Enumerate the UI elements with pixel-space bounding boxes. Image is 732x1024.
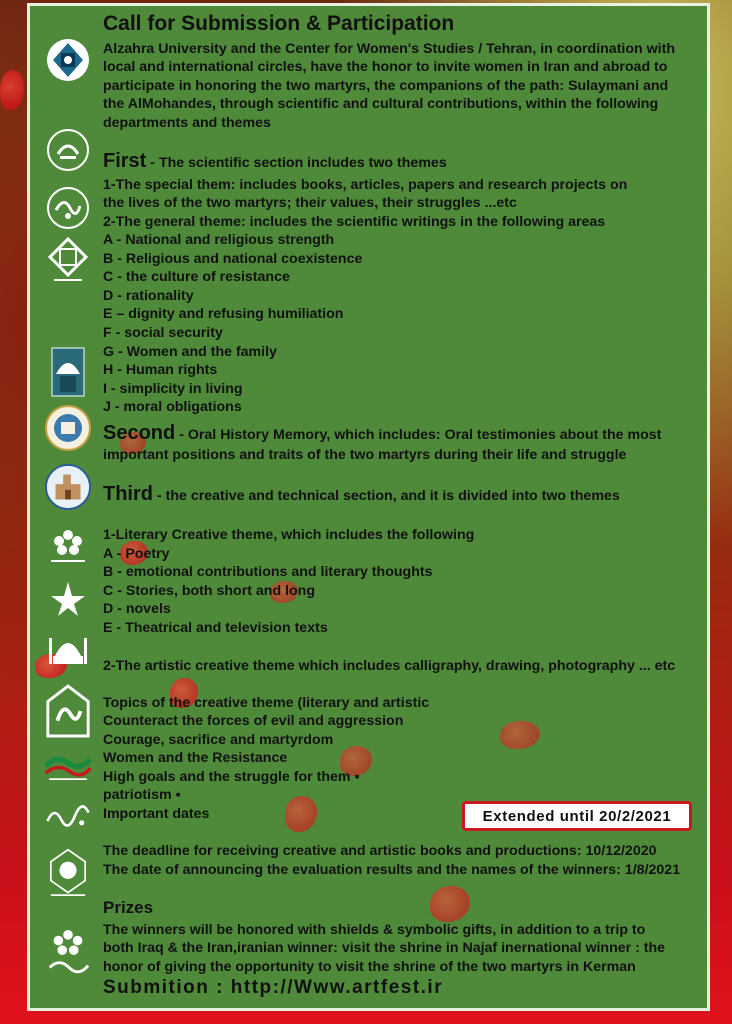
deadline-line: The deadline for receiving creative and artistic books and productions: 10/12/2020 xyxy=(103,843,657,859)
third-line: D - novels xyxy=(103,601,171,617)
intro-line: Alzahra University and the Center for Women's Studies / Tehran, in coordination with xyxy=(103,41,676,57)
second-line: important positions and traits of the two martyrs during their life and struggle xyxy=(103,447,627,463)
cultural-center-logo xyxy=(44,236,92,284)
important-dates-label: Important dates xyxy=(103,806,210,822)
third-line: B - emotional contributions and literary thoughts xyxy=(103,564,433,580)
first-line: C - the culture of resistance xyxy=(103,269,290,285)
third-line: E - Theatrical and television texts xyxy=(103,620,328,636)
flower-emblem-logo xyxy=(44,521,92,569)
petal-decoration xyxy=(285,796,317,832)
calligraphy-text-logo xyxy=(44,796,92,836)
shrine-logo xyxy=(44,626,92,674)
second-subtitle: - Oral History Memory, which includes: Oral testimonies about the most xyxy=(175,427,662,443)
first-line: A - National and religious strength xyxy=(103,232,335,248)
first-heading: First xyxy=(103,150,147,172)
third-line: C - Stories, both short and long xyxy=(103,583,316,599)
first-line: I - simplicity in living xyxy=(103,381,243,397)
second-heading: Second xyxy=(103,422,176,444)
first-line: D - rationality xyxy=(103,288,194,304)
first-line: B - Religious and national coexistence xyxy=(103,251,363,267)
first-subtitle: - The scientific section includes two themes xyxy=(146,155,447,171)
topic-line: patriotism ▪ xyxy=(103,787,181,803)
prizes-heading: Prizes xyxy=(103,898,154,917)
first-line: 1-The special them: includes books, articles, papers and research projects on xyxy=(103,177,628,193)
first-line: H - Human rights xyxy=(103,362,218,378)
third-line: 1-Literary Creative theme, which includes the following xyxy=(103,527,475,543)
emblem-seal-logo xyxy=(44,842,92,902)
first-line: 2-The general theme: includes the scientific writings in the following areas xyxy=(103,214,606,230)
petal-decoration xyxy=(0,70,24,110)
second-section-heading xyxy=(103,424,661,445)
intro-line: the AlMohandes, through scientific and cultural contributions, within the following xyxy=(103,96,659,112)
topic-line: Courage, sacrifice and martyrdom xyxy=(103,732,334,748)
intro-line: local and international circles, have the honor to invite women in Iran and abroad to xyxy=(103,59,668,75)
first-line: J - moral obligations xyxy=(103,399,242,415)
wave-logo xyxy=(44,748,92,788)
iran-emblem-logo xyxy=(44,574,92,622)
petal-decoration xyxy=(430,886,470,922)
bird-calligraphy-logo xyxy=(44,681,92,743)
first-line: G - Women and the family xyxy=(103,344,277,360)
topic-line: Counteract the forces of evil and aggression xyxy=(103,713,404,729)
third-subtitle: - the creative and technical section, and it is divided into two themes xyxy=(153,488,620,504)
third-line: A - Poetry xyxy=(103,546,170,562)
prizes-line: The winners will be honored with shields & symbolic gifts, in addition to a trip to xyxy=(103,922,646,938)
third-section-heading xyxy=(103,485,620,506)
prizes-line: both Iraq & the Iran,iranian winner: visit the shrine in Najaf inernational winner : the xyxy=(103,940,666,956)
extended-deadline-badge: Extended until 20/2/2021 xyxy=(462,801,692,831)
jihad-logo xyxy=(44,126,92,174)
first-line: E – dignity and refusing humiliation xyxy=(103,306,344,322)
petal-decoration xyxy=(500,721,540,749)
intro-line: departments and themes xyxy=(103,115,271,131)
historic-building-logo xyxy=(44,463,92,511)
topic-line: Women and the Resistance xyxy=(103,750,288,766)
circle-calligraphy-logo xyxy=(44,184,92,232)
content-panel xyxy=(27,3,710,1011)
submission-link[interactable]: Submition : http://Www.artfest.ir xyxy=(103,977,444,998)
intro-line: participate in honoring the two martyrs, the companions of the path: Sulaymani and xyxy=(103,78,669,94)
quran-seal-logo xyxy=(44,404,92,452)
third-heading: Third xyxy=(103,483,153,505)
page-title: Call for Submission & Participation xyxy=(103,12,455,35)
topic-line: Topics of the creative theme (literary and artistic xyxy=(103,695,430,711)
announcement-line: The date of announcing the evaluation results and the names of the winners: 1/8/2021 xyxy=(103,862,681,878)
topic-line: High goals and the struggle for them ▪ xyxy=(103,769,360,785)
logo-column xyxy=(30,6,106,1008)
alzahra-university-logo xyxy=(44,36,92,84)
flower-calligraphy-logo xyxy=(44,924,92,984)
first-line: F - social security xyxy=(103,325,223,341)
mosque-logo xyxy=(44,344,92,400)
first-section-heading xyxy=(103,152,447,173)
first-line: the lives of the two martyrs; their values, their struggles ...etc xyxy=(103,195,517,211)
prizes-line: honor of giving the opportunity to visit the shrine of the two martyrs in Kerman xyxy=(103,959,636,975)
artistic-theme-line: 2-The artistic creative theme which includes calligraphy, drawing, photography ... etc xyxy=(103,658,676,674)
